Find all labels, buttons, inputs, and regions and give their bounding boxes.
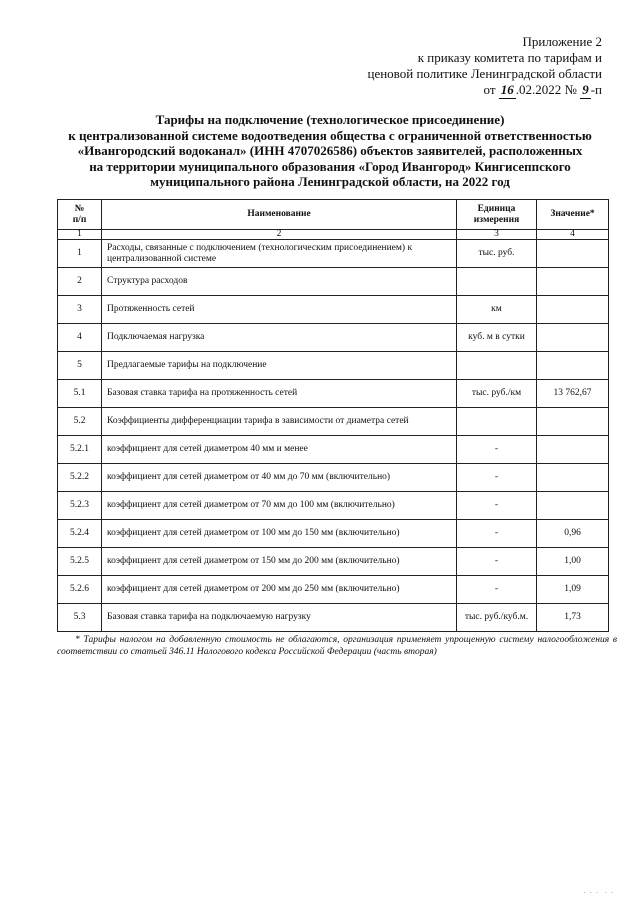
row-name: коэффициент для сетей диаметром от 200 мм до 250 мм (включительно) (102, 576, 457, 604)
row-unit: куб. м в сутки (457, 324, 537, 352)
title-line-1: Тарифы на подключение (технологическое присоединение) (155, 112, 505, 127)
table-row (58, 324, 609, 352)
row-number: 2 (58, 268, 102, 296)
row-name: Базовая ставка тарифа на протяженность сетей (102, 380, 457, 408)
row-unit: км (457, 296, 537, 324)
row-name: коэффициент для сетей диаметром от 40 мм до 70 мм (включительно) (102, 464, 457, 492)
row-number: 5 (58, 352, 102, 380)
row-number: 5.1 (58, 380, 102, 408)
row-name: Структура расходов (102, 268, 457, 296)
table-row (58, 352, 609, 380)
table-header-row (58, 200, 609, 230)
title-line-4: на территории муниципального образования «Город Ивангород» Кингисеппского (89, 158, 571, 174)
row-number: 3 (58, 296, 102, 324)
table-row (58, 380, 609, 408)
row-unit: тыс. руб. (457, 240, 537, 268)
order-suffix: -п (590, 82, 602, 97)
header-unit (457, 200, 537, 230)
footnote: * Тарифы налогом на добавленную стоимость не облагаются, организация применяет упрощенную систему налогообложения в соответствии со статьей 346.11 Налогового кодекса Российской Федерации (часть вторая) (57, 635, 617, 657)
header-num (58, 200, 102, 230)
document-title (40, 112, 620, 190)
header-name: Наименование (102, 200, 457, 230)
table-row (58, 604, 609, 632)
table-row (58, 268, 609, 296)
row-value (537, 268, 609, 296)
order-day: 16 (500, 82, 514, 97)
date-prefix: от (483, 82, 496, 97)
row-value (537, 464, 609, 492)
index-cell: 1 (58, 230, 102, 240)
row-name: Коэффициенты дифференциации тарифа в зависимости от диаметра сетей (102, 408, 457, 436)
row-value: 1,09 (537, 576, 609, 604)
appendix-header (368, 34, 603, 99)
row-name: коэффициент для сетей диаметром 40 мм и менее (102, 436, 457, 464)
title-line-5: муниципального района Ленинградской области, на 2022 год (150, 174, 510, 189)
row-value: 13 762,67 (537, 380, 609, 408)
order-number: 9 (582, 82, 589, 97)
row-number: 5.2.2 (58, 464, 102, 492)
appendix-line-1: Приложение 2 (522, 34, 602, 49)
row-name: коэффициент для сетей диаметром от 100 мм до 150 мм (включительно) (102, 520, 457, 548)
header-num-line-2: п/п (72, 214, 87, 225)
table-row (58, 464, 609, 492)
row-value (537, 408, 609, 436)
appendix-line-2: к приказу комитета по тарифам и (417, 50, 602, 65)
row-number: 5.2.4 (58, 520, 102, 548)
row-name: Предлагаемые тарифы на подключение (102, 352, 457, 380)
row-number: 5.2.1 (58, 436, 102, 464)
index-cell: 2 (102, 230, 457, 240)
row-value (537, 352, 609, 380)
row-unit: - (457, 548, 537, 576)
scan-artifact: · · · · · (583, 889, 614, 897)
row-name: Протяженность сетей (102, 296, 457, 324)
header-value: Значение* (537, 200, 609, 230)
index-cell: 4 (537, 230, 609, 240)
appendix-date-line (368, 82, 603, 99)
tariffs-table (57, 199, 609, 632)
table-row (58, 296, 609, 324)
row-value: 1,73 (537, 604, 609, 632)
table-row (58, 240, 609, 268)
row-unit: - (457, 576, 537, 604)
row-number: 5.2.6 (58, 576, 102, 604)
header-unit-line-1: Единица (477, 203, 516, 214)
row-value (537, 436, 609, 464)
table-row (58, 436, 609, 464)
row-unit: тыс. руб./км (457, 380, 537, 408)
row-unit: - (457, 436, 537, 464)
row-unit (457, 352, 537, 380)
row-value: 1,00 (537, 548, 609, 576)
row-unit: - (457, 464, 537, 492)
row-name: Базовая ставка тарифа на подключаемую нагрузку (102, 604, 457, 632)
row-unit: - (457, 492, 537, 520)
row-number: 5.2.5 (58, 548, 102, 576)
row-value (537, 296, 609, 324)
row-name: коэффициент для сетей диаметром от 150 мм до 200 мм (включительно) (102, 548, 457, 576)
header-unit-line-2: измерения (473, 214, 520, 225)
row-unit (457, 408, 537, 436)
header-num-line-1: № (74, 203, 85, 214)
row-value (537, 492, 609, 520)
row-unit (457, 268, 537, 296)
row-number: 5.2 (58, 408, 102, 436)
row-name: Подключаемая нагрузка (102, 324, 457, 352)
title-line-2: к централизованной системе водоотведения общества с ограниченной ответственностью (68, 127, 592, 143)
row-unit: тыс. руб./куб.м. (457, 604, 537, 632)
row-value (537, 324, 609, 352)
row-value: 0,96 (537, 520, 609, 548)
column-index-row (58, 230, 609, 240)
table-row (58, 408, 609, 436)
table-row (58, 492, 609, 520)
row-number: 5.2.3 (58, 492, 102, 520)
table-row (58, 548, 609, 576)
row-unit: - (457, 520, 537, 548)
row-number: 4 (58, 324, 102, 352)
table-row (58, 576, 609, 604)
date-rest: .02.2022 № (515, 82, 577, 97)
appendix-line-3: ценовой политике Ленинградской области (367, 66, 602, 81)
row-name: Расходы, связанные с подключением (технологическим присоединением) к централизованной системе (102, 240, 457, 268)
row-number: 5.3 (58, 604, 102, 632)
row-name: коэффициент для сетей диаметром от 70 мм до 100 мм (включительно) (102, 492, 457, 520)
row-value (537, 240, 609, 268)
title-line-3: «Ивангородский водоканал» (ИНН 4707026586) объектов заявителей, расположенных (77, 143, 583, 158)
row-number: 1 (58, 240, 102, 268)
table-row (58, 520, 609, 548)
index-cell: 3 (457, 230, 537, 240)
